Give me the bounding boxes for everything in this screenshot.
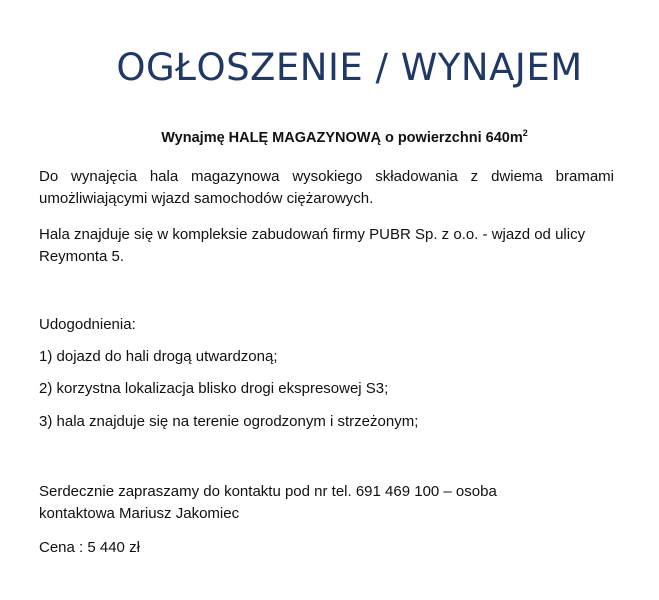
amenity-item-2: 2) korzystna lokalizacja blisko drogi ekspresowej S3;: [39, 380, 389, 397]
offer-headline: [0, 130, 659, 146]
amenity-item-1: 1) dojazd do hali drogą utwardzoną;: [39, 348, 278, 365]
offer-headline-text: Wynajmę HALĘ MAGAZYNOWĄ o powierzchni 640m: [161, 130, 523, 146]
description-paragraph: [39, 166, 614, 210]
location-line-1: Hala znajduje się w kompleksie zabudowań firmy PUBR Sp. z o.o. - wjazd od ulicy: [39, 226, 586, 243]
contact-line-2: kontaktowa Mariusz Jakomiec: [39, 505, 240, 522]
amenity-item-3: 3) hala znajduje się na terenie ogrodzonym i strzeżonym;: [39, 413, 419, 430]
contact-paragraph: [39, 481, 614, 525]
description-line-2: umożliwiającymi wjazd samochodów ciężarowych.: [39, 190, 374, 207]
area-unit-superscript: 2: [522, 128, 528, 138]
contact-line-1: Serdecznie zapraszamy do kontaktu pod nr tel. 691 469 100 – osoba: [39, 483, 497, 500]
description-line-1: Do wynajęcia hala magazynowa wysokiego składowania z dwiema bramami: [39, 168, 614, 185]
location-paragraph: [39, 224, 614, 268]
price-text: Cena : 5 440 zł: [39, 539, 140, 556]
page-title: OGŁOSZENIE / WYNAJEM: [116, 46, 583, 89]
location-line-2: Reymonta 5.: [39, 248, 125, 265]
amenities-heading: Udogodnienia:: [39, 316, 136, 333]
